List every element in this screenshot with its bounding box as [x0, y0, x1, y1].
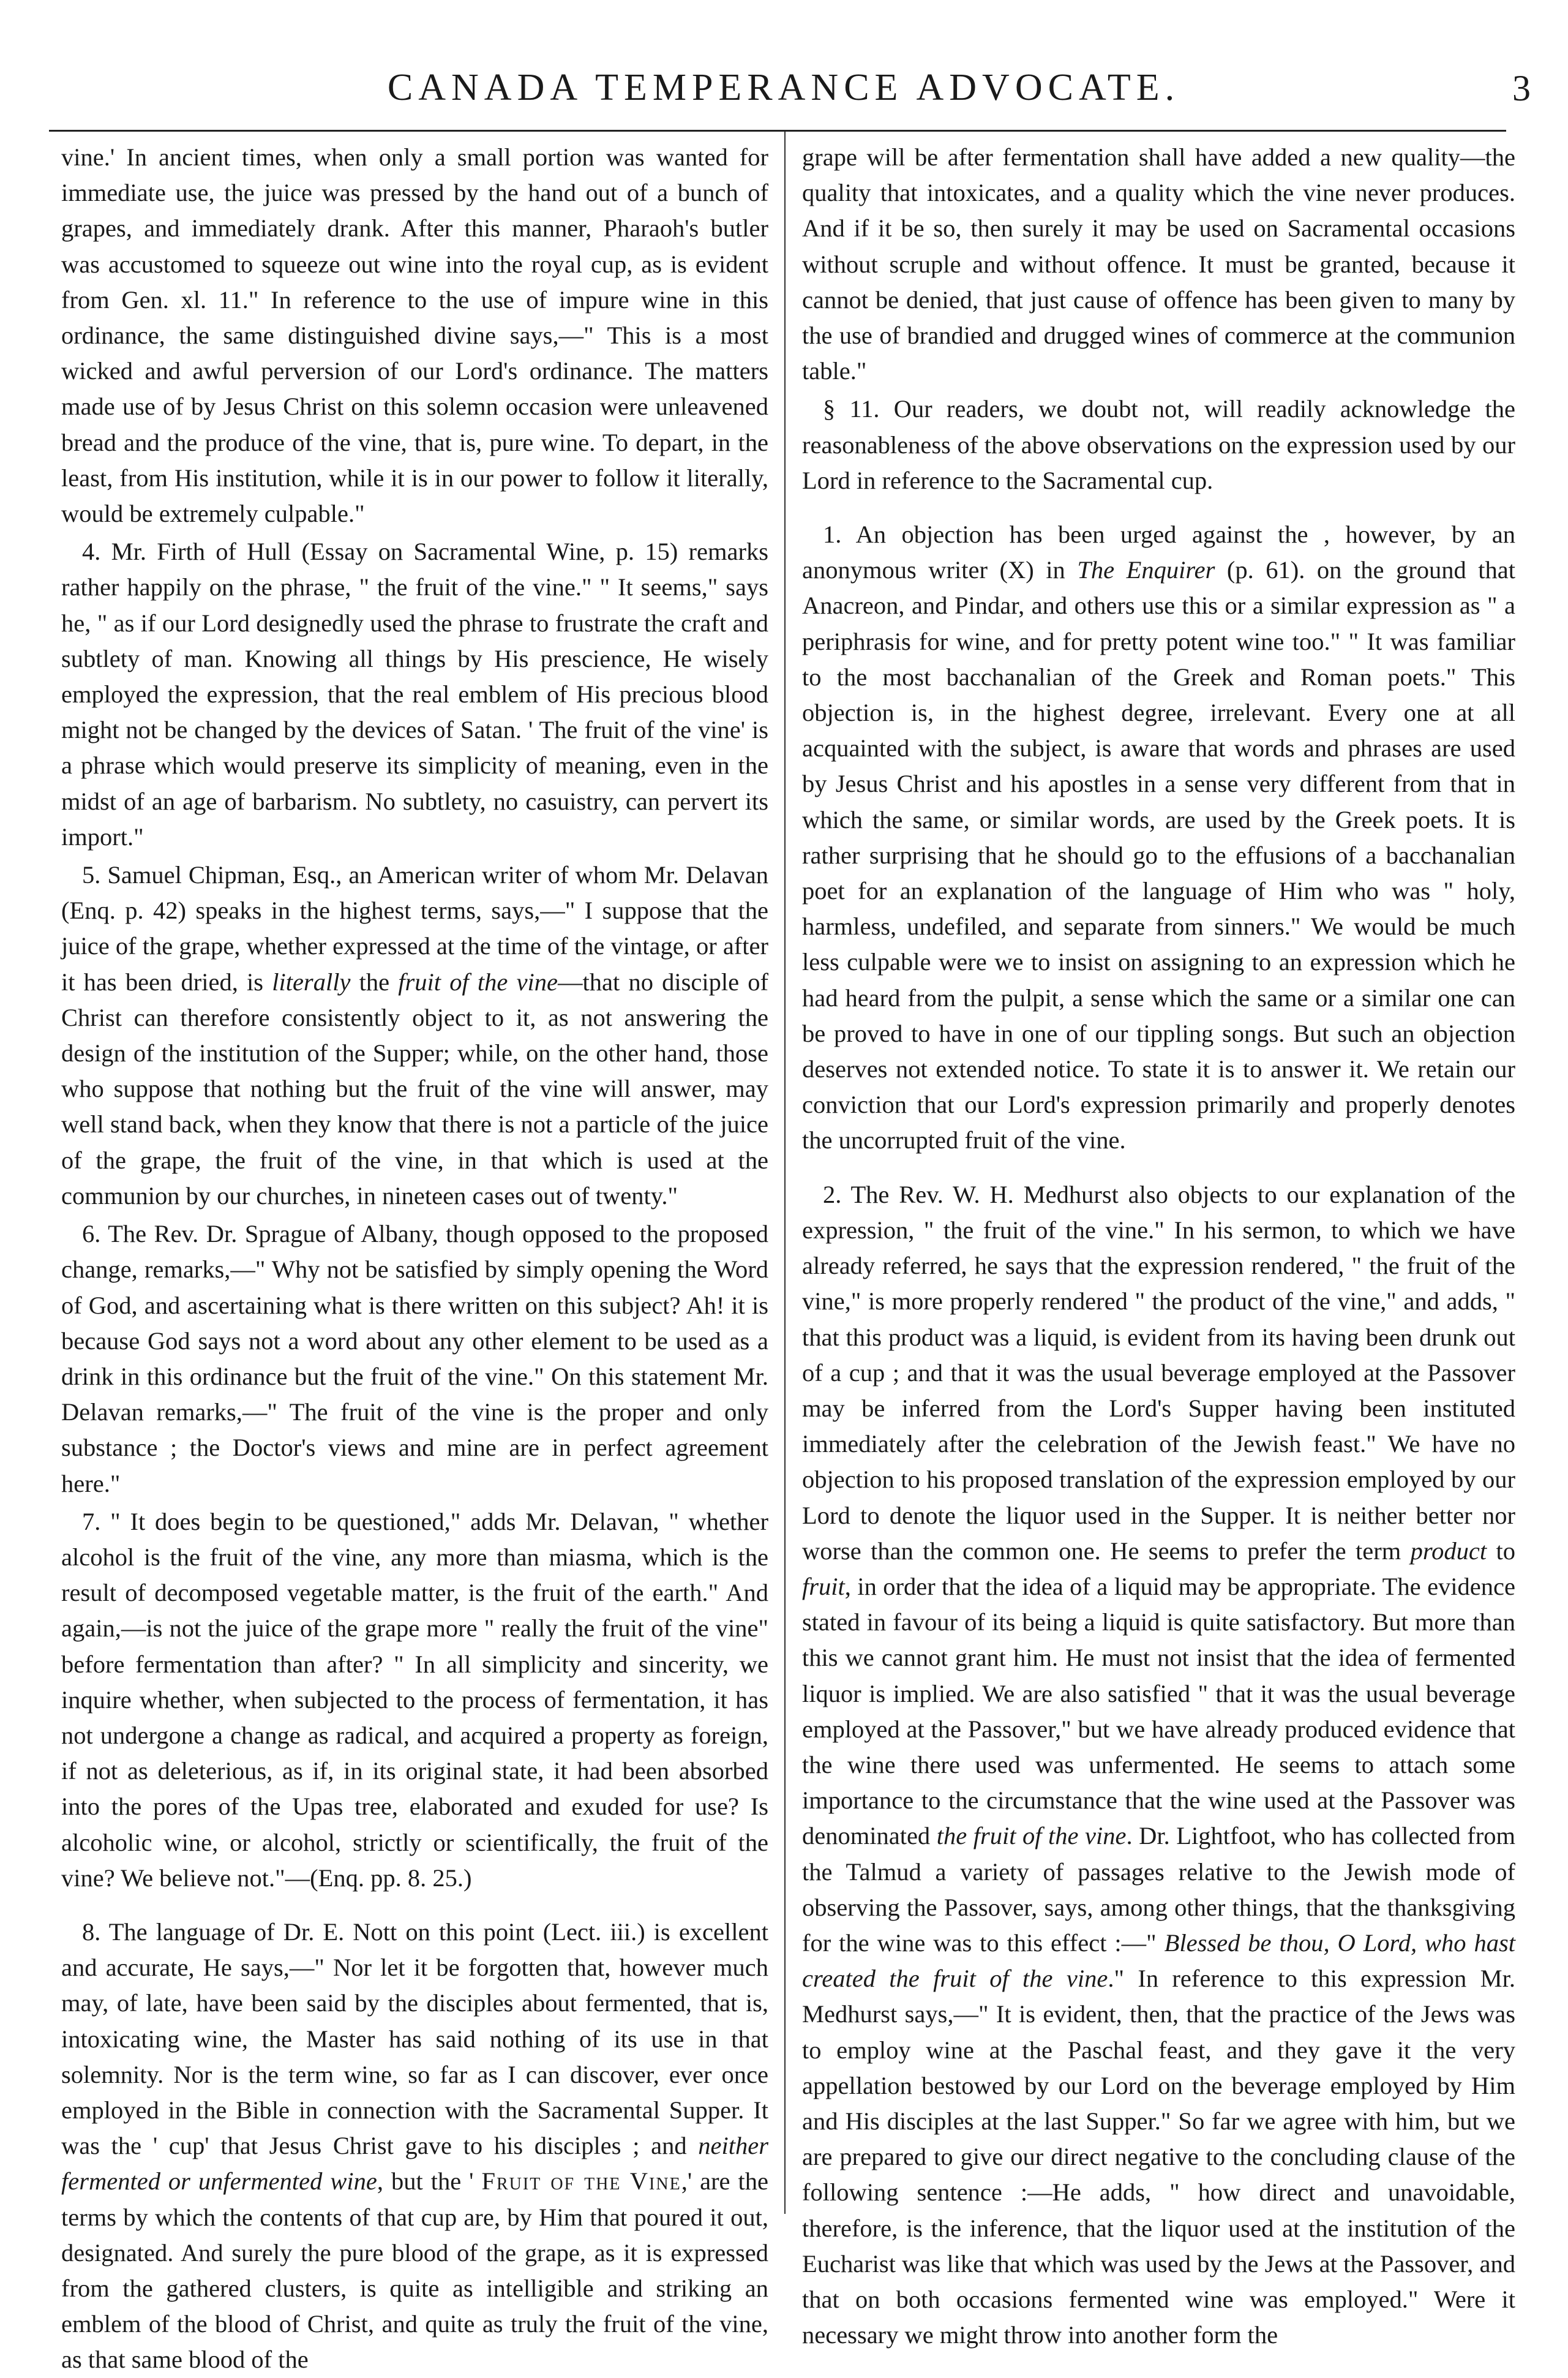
- italic-text: fruit: [802, 1572, 845, 1600]
- text-run: the: [350, 968, 399, 996]
- small-caps-text: Fruit of the Vine: [481, 2167, 681, 2196]
- header-rule: [49, 130, 1506, 132]
- text-run: 1. An objection has been urged against the , however, by an anonymous writer (X) in: [802, 521, 1515, 584]
- italic-text: fruit of the vine: [398, 968, 558, 996]
- page-number: 3: [1512, 68, 1531, 108]
- text-run: —that no disciple of Christ can therefore consistently object to it, as not answering the design of the institution of the Supper; while, on the other hand, those who suppose that nothing but the fruit of the vine will answer, may well stand back, when they know that there is not a particle of the juice of the grape, the fruit of the vine, in that which is used at the communion by our churches, in nineteen cases out of twenty.": [61, 968, 769, 1210]
- masthead: CANADA TEMPERANCE ADVOCATE.: [387, 67, 1180, 108]
- text-run: 8. The language of Dr. E. Nott on this point (Lect. iii.) is excellent and accurate, He says,—" Nor let it be forgotten that, however much may, of late, have been said by the disciples about fermented, that is, intoxicating wine, the Master has said nothing of its use in that solemnity. Nor is the term wine, so far as I can discover, ever once employed in the Bible in connection with the Sacramental Supper. It was the ' cup' that Jesus Christ gave to his disciples ; and: [61, 1917, 768, 2160]
- paragraph: 4. Mr. Firth of Hull (Essay on Sacramental Wine, p. 15) remarks rather happily on the phrase, " the fruit of the vine." " It seems," says he, " as if our Lord designedly used the phrase to frustrate the craft and subtlety of man. Knowing all things by His prescience, He wisely employed the expression, that the real emblem of His precious blood might not be changed by the devices of Satan. ' The fruit of the vine' is a phrase which would preserve its simplicity of meaning, even in the midst of an age of barbarism. No subtlety, no casuistry, can pervert its import.": [61, 538, 768, 851]
- text-run: ,' are the terms by which the contents of that cup are, by Him that poured it out, designated. And surely the pure blood of the grape, as it is expressed from the gathered clusters, is quite as intelligible and striking an emblem of the blood of Christ, and quite as truly the fruit of the vine, as that same blood of the: [61, 2167, 769, 2374]
- text-run: , in order that the idea of a liquid may be appropriate. The evidence stated in favour of its being a liquid is quite satisfactory. But more than this we cannot grant him. He must not insist that the idea of fermented liquor is implied. We are also satisfied " that it was the usual beverage employed at the Passover," but we have already produced evidence that the wine there used was unfermented. He seems to attach some importance to the circumstance that the wine used at the Passover was denominated: [802, 1572, 1515, 1850]
- italic-text: Blessed be thou, O Lord, who hast created the fruit of the vine: [802, 1928, 1516, 1993]
- text-run: 5. Samuel Chipman, Esq., an American writer of whom Mr. Delavan (Enq. p. 42) speaks in the highest terms, says,—" I suppose that the juice of the grape, whether expressed at the time of the vintage, or after it has been dried, is: [61, 861, 768, 996]
- left-column: [61, 140, 769, 2374]
- right-column: [802, 140, 1516, 2349]
- paragraph: [802, 1177, 1515, 2354]
- italic-text: The Enquirer: [1077, 556, 1215, 584]
- paragraph: 7. " It does begin to be questioned," adds Mr. Delavan, " whether alcohol is the fruit of the vine, any more than miasma, which is the result of decomposed vegetable matter, is the fruit of the earth." And again,—is not the juice of the grape more " really the fruit of the vine" before fermentation than after? " In all simplicity and sincerity, we inquire whether, when subjected to the process of fermentation, it has not undergone a change as radical, and acquired a property as foreign, if not as deleterious, as if, in its original state, it had been absorbed into the pores of the Upas tree, elaborated and exuded for use? Is alcoholic wine, or alcohol, strictly or scientifically, the fruit of the vine? We believe not."—(Enq. pp. 8. 25.): [61, 1507, 768, 1892]
- paragraph: grape will be after fermentation shall have added a new quality—the quality that intoxicates, and a quality which the vine never produces. And if it be so, then surely it may be used on Sacramental occasions without scruple and without offence. It must be granted, because it cannot be denied, that just cause of offence has been given to many by the use of brandied and drugged wines of commerce at the communion table.": [802, 143, 1515, 385]
- paragraph: vine.' In ancient times, when only a small portion was wanted for immediate use, the juice was pressed by the hand out of a bunch of grapes, and immediately drank. After this manner, Pharaoh's butler was accustomed to squeeze out wine into the royal cup, as is evident from Gen. xl. 11." In reference to the use of impure wine in this ordinance, the same distinguished divine says,—" This is a most wicked and awful perversion of our Lord's ordinance. The matters made use of by Jesus Christ on this solemn occasion were unleavened bread and the produce of the vine, that is, pure wine. To depart, in the least, from His institution, while it is in our power to follow it literally, would be extremely culpable.": [61, 143, 768, 528]
- page-header: [37, 66, 1531, 121]
- text-run: 2. The Rev. W. H. Medhurst also objects to our explanation of the expression, " the fruit of the vine." In his sermon, to which we have already referred, he says that the expression rendered, " the fruit of the vine," is more properly rendered " the product of the vine," and adds, " that this product was a liquid, is evident from its having been drunk out of a cup ; and that it was the usual beverage employed at the Passover may be inferred from the Lord's Supper having been instituted immediately after the celebration of the Jewish feast." We have no objection to his proposed translation of the expression employed by our Lord to denote the liquor used in the Supper. It is neither better nor worse than the common one. He seems to prefer the term: [802, 1180, 1515, 1565]
- italic-text: neither fermented or unfermented wine: [61, 2132, 768, 2196]
- italic-text: product: [1410, 1537, 1487, 1565]
- text-run: . Dr. Lightfoot, who has collected from the Talmud a variety of passages relative to the Jewish mode of observing the Passover, says, among other things, that the thanksgiving for the wine was to this effect :—": [802, 1822, 1515, 1957]
- paragraph: [61, 857, 768, 1214]
- text-run: (p. 61). on the ground that Anacreon, and Pindar, and others use this or a similar expression as " a periphrasis for wine, and for pretty potent wine too." " It was familiar to the most bacchanalian of the Greek and Roman poets." This objection is, in the highest degree, irrelevant. Every one at all acquainted with the subject, is aware that words and phrases are used by Jesus Christ and his apostles in a sense very different from that in which the same, or similar words, are used by the Greek poets. It is rather surprising that he should go to the effusions of a bacchanalian poet for an explanation of the language of Him who was " holy, harmless, undefiled, and separate from sinners." We would be much less culpable were we to insist on assigning to an expression which he had heard from the pulpit, a sense which the same or a similar one can be proved to have in one of our tippling songs. But such an objection deserves not extended notice. To state it is to answer it. We retain our conviction that our Lord's expression primarily and properly denotes the uncorrupted fruit of the vine.: [802, 556, 1515, 1154]
- italic-text: the fruit of the vine: [936, 1822, 1127, 1850]
- text-run: to: [1487, 1537, 1515, 1565]
- text-run: , but the ': [377, 2167, 482, 2196]
- paragraph: § 11. Our readers, we doubt not, will readily acknowledge the reasonableness of the above observations on the expression used by our Lord in reference to the Sacramental cup.: [802, 395, 1515, 494]
- column-rule: [784, 132, 786, 2214]
- text-run: ." In reference to this expression Mr. Medhurst says,—" It is evident, then, that the practice of the Jews was to employ wine at the Paschal feast, and they gave it the very appellation bestowed by our Lord on the beverage employed by Him and His disciples at the last Supper." So far we agree with him, but we are prepared to give our direct negative to the concluding clause of the following sentence :—He adds, " how direct and unavoidable, therefore, is the inference, that the liquor used at the institution of the Eucharist was like that which was used by the Jews at the Passover, and that on both occasions fermented wine was employed." Were it necessary we might throw into another form the: [802, 1965, 1515, 2349]
- italic-text: literally: [272, 968, 351, 996]
- paragraph: 6. The Rev. Dr. Sprague of Albany, though opposed to the proposed change, remarks,—" Why not be satisfied by simply opening the Word of God, and ascertaining what is there written on this subject? Ah! it is because God says not a word about any other element to be used as a drink in this ordinance but the fruit of the vine." On this statement Mr. Delavan remarks,—" The fruit of the vine is the proper and only substance ; the Doctor's views and mine are in perfect agreement here.": [61, 1220, 768, 1497]
- paragraph: [802, 517, 1515, 1159]
- paragraph: [61, 1914, 768, 2378]
